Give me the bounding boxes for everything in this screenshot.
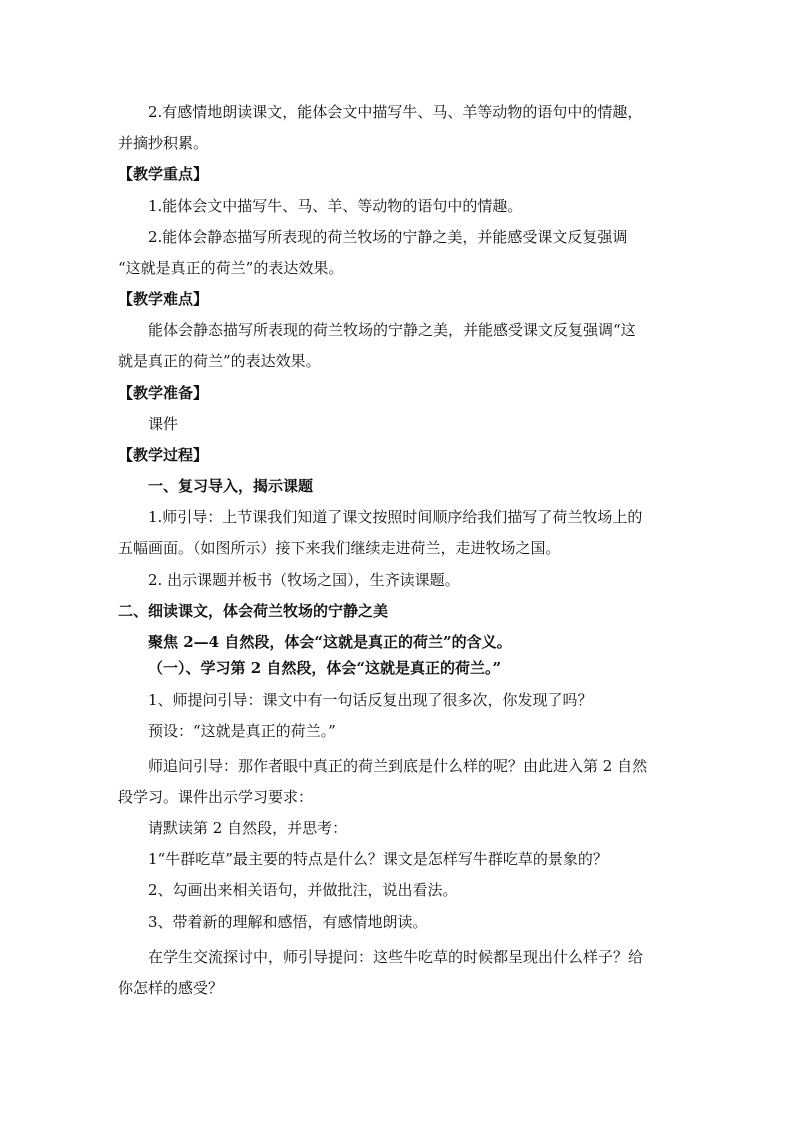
text-line: 2. 出示课题并板书（牧场之国），生齐读课题。 xyxy=(148,571,460,589)
text-line: 1.能体会文中描写牛、马、羊、等动物的语句中的情趣。 xyxy=(148,197,523,215)
subsection-heading: 二、细读课文，体会荷兰牧场的宁静之美 xyxy=(118,602,389,620)
text-line: 1、师提问引导：课文中有一句话反复出现了很多次，你发现了吗？ xyxy=(148,691,593,709)
section-heading: 【教学重点】 xyxy=(118,165,209,183)
subsection-heading: （一）、学习第 2 自然段，体会“这就是真正的荷兰。” xyxy=(148,659,502,677)
text-line: 1.师引导：上节课我们知道了课文按照时间顺序给我们描写了荷兰牧场上的 xyxy=(148,508,643,526)
section-heading: 【教学过程】 xyxy=(118,446,209,464)
subsection-heading: 聚焦 2—4 自然段，体会“这就是真正的荷兰”的含义。 xyxy=(148,633,512,651)
text-line: 能体会静态描写所表现的荷兰牧场的宁静之美，并能感受课文反复强调“这 xyxy=(148,321,636,339)
text-line: 2.能体会静态描写所表现的荷兰牧场的宁静之美，并能感受课文反复强调 xyxy=(148,228,628,246)
text-line: 2.有感情地朗读课文，能体会文中描写牛、马、羊等动物的语句中的情趣， xyxy=(148,103,643,121)
text-line: 3、带着新的理解和感悟，有感情地朗读。 xyxy=(148,913,428,931)
text-line: 课件 xyxy=(148,415,179,433)
text-line: 预设：“这就是真正的荷兰。” xyxy=(148,722,336,740)
subsection-heading: 一、复习导入，揭示课题 xyxy=(148,477,314,495)
text-line: 就是真正的荷兰”的表达效果。 xyxy=(118,352,321,370)
text-line: “这就是真正的荷兰”的表达效果。 xyxy=(118,259,344,277)
text-line: 2、勾画出来相关语句，并做批注，说出看法。 xyxy=(148,881,458,899)
text-line: 在学生交流探讨中，师引导提问：这些牛吃草的时候都呈现出什么样子？给 xyxy=(148,948,644,966)
text-line: 你怎样的感受？ xyxy=(118,979,224,997)
text-line: 请默读第 2 自然段，并思考： xyxy=(148,819,348,837)
section-heading: 【教学难点】 xyxy=(118,290,209,308)
text-line: 五幅画面。（如图所示）接下来我们继续走进荷兰，走进牧场之国。 xyxy=(118,539,561,557)
text-line: 师追问引导：那作者眼中真正的荷兰到底是什么样的呢？由此进入第 2 自然 xyxy=(148,757,648,775)
text-line: 段学习。课件出示学习要求： xyxy=(118,788,314,806)
section-heading: 【教学准备】 xyxy=(118,384,209,402)
text-line: 并摘抄积累。 xyxy=(118,134,209,152)
text-line: 1“牛群吃草”最主要的特点是什么？课文是怎样写牛群吃草的景象的？ xyxy=(148,850,608,868)
